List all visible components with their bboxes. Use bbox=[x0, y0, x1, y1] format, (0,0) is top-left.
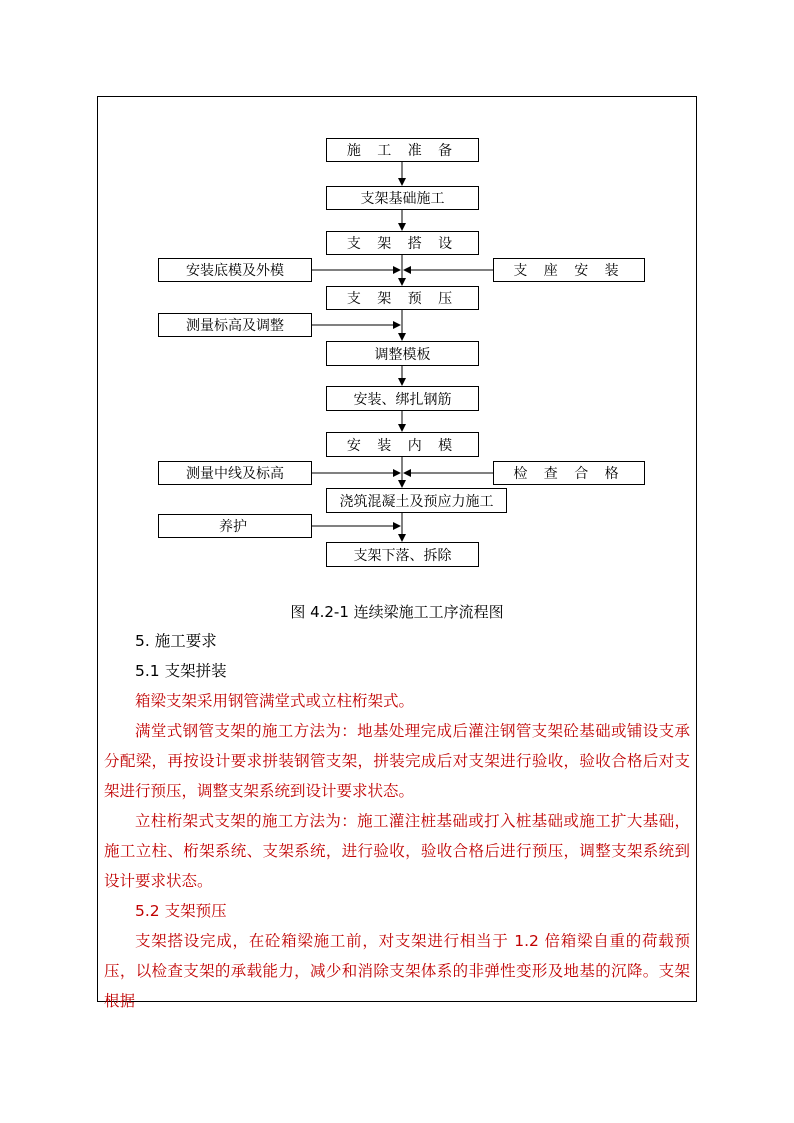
heading-section-5-2: 5.2 支架预压 bbox=[135, 902, 227, 920]
input-bottom-outer-mold: 安装底模及外模 bbox=[158, 258, 312, 282]
body-text bbox=[104, 626, 690, 1016]
input-curing: 养护 bbox=[158, 514, 312, 538]
step-adjust-formwork: 调整模板 bbox=[326, 341, 479, 366]
step-rebar: 安装、绑扎钢筋 bbox=[326, 386, 479, 411]
paragraph-2: 满堂式钢管支架的施工方法为：地基处理完成后灌注钢管支架砼基础或铺设支承分配梁，再按设计要求拼装钢管支架，拼装完成后对支架进行验收，验收合格后对支架进行预压，调整支架系统到设计要求状态。 bbox=[104, 722, 690, 800]
figure-caption: 图 4.2-1 连续梁施工工序流程图 bbox=[290, 603, 504, 621]
step-support-foundation: 支架基础施工 bbox=[326, 186, 479, 210]
step-prepare: 施 工 准 备 bbox=[326, 138, 479, 162]
step-concrete-prestress: 浇筑混凝土及预应力施工 bbox=[326, 488, 507, 513]
step-remove-support: 支架下落、拆除 bbox=[326, 542, 479, 567]
input-measure-elevation: 测量标高及调整 bbox=[158, 313, 312, 337]
step-inner-mold: 安 装 内 模 bbox=[326, 432, 479, 457]
input-measure-centerline: 测量中线及标高 bbox=[158, 461, 312, 485]
heading-section-5-1: 5.1 支架拼装 bbox=[135, 662, 227, 680]
input-inspection-pass: 检 查 合 格 bbox=[493, 461, 645, 485]
paragraph-3: 立柱桁架式支架的施工方法为：施工灌注桩基础或打入桩基础或施工扩大基础，施工立柱、桁架系统、支架系统，进行验收，验收合格后进行预压，调整支架系统到设计要求状态。 bbox=[104, 812, 690, 890]
paragraph-1: 箱梁支架采用钢管满堂式或立柱桁架式。 bbox=[135, 692, 415, 710]
input-bearing-install: 支 座 安 装 bbox=[493, 258, 645, 282]
heading-section-5: 5. 施工要求 bbox=[135, 632, 217, 650]
step-preload: 支 架 预 压 bbox=[326, 286, 479, 310]
paragraph-4: 支架搭设完成，在砼箱梁施工前，对支架进行相当于 1.2 倍箱梁自重的荷载预压，以检查支架的承载能力，减少和消除支架体系的非弹性变形及地基的沉降。支架根据 bbox=[104, 932, 690, 1010]
step-support-erect: 支 架 搭 设 bbox=[326, 231, 479, 255]
